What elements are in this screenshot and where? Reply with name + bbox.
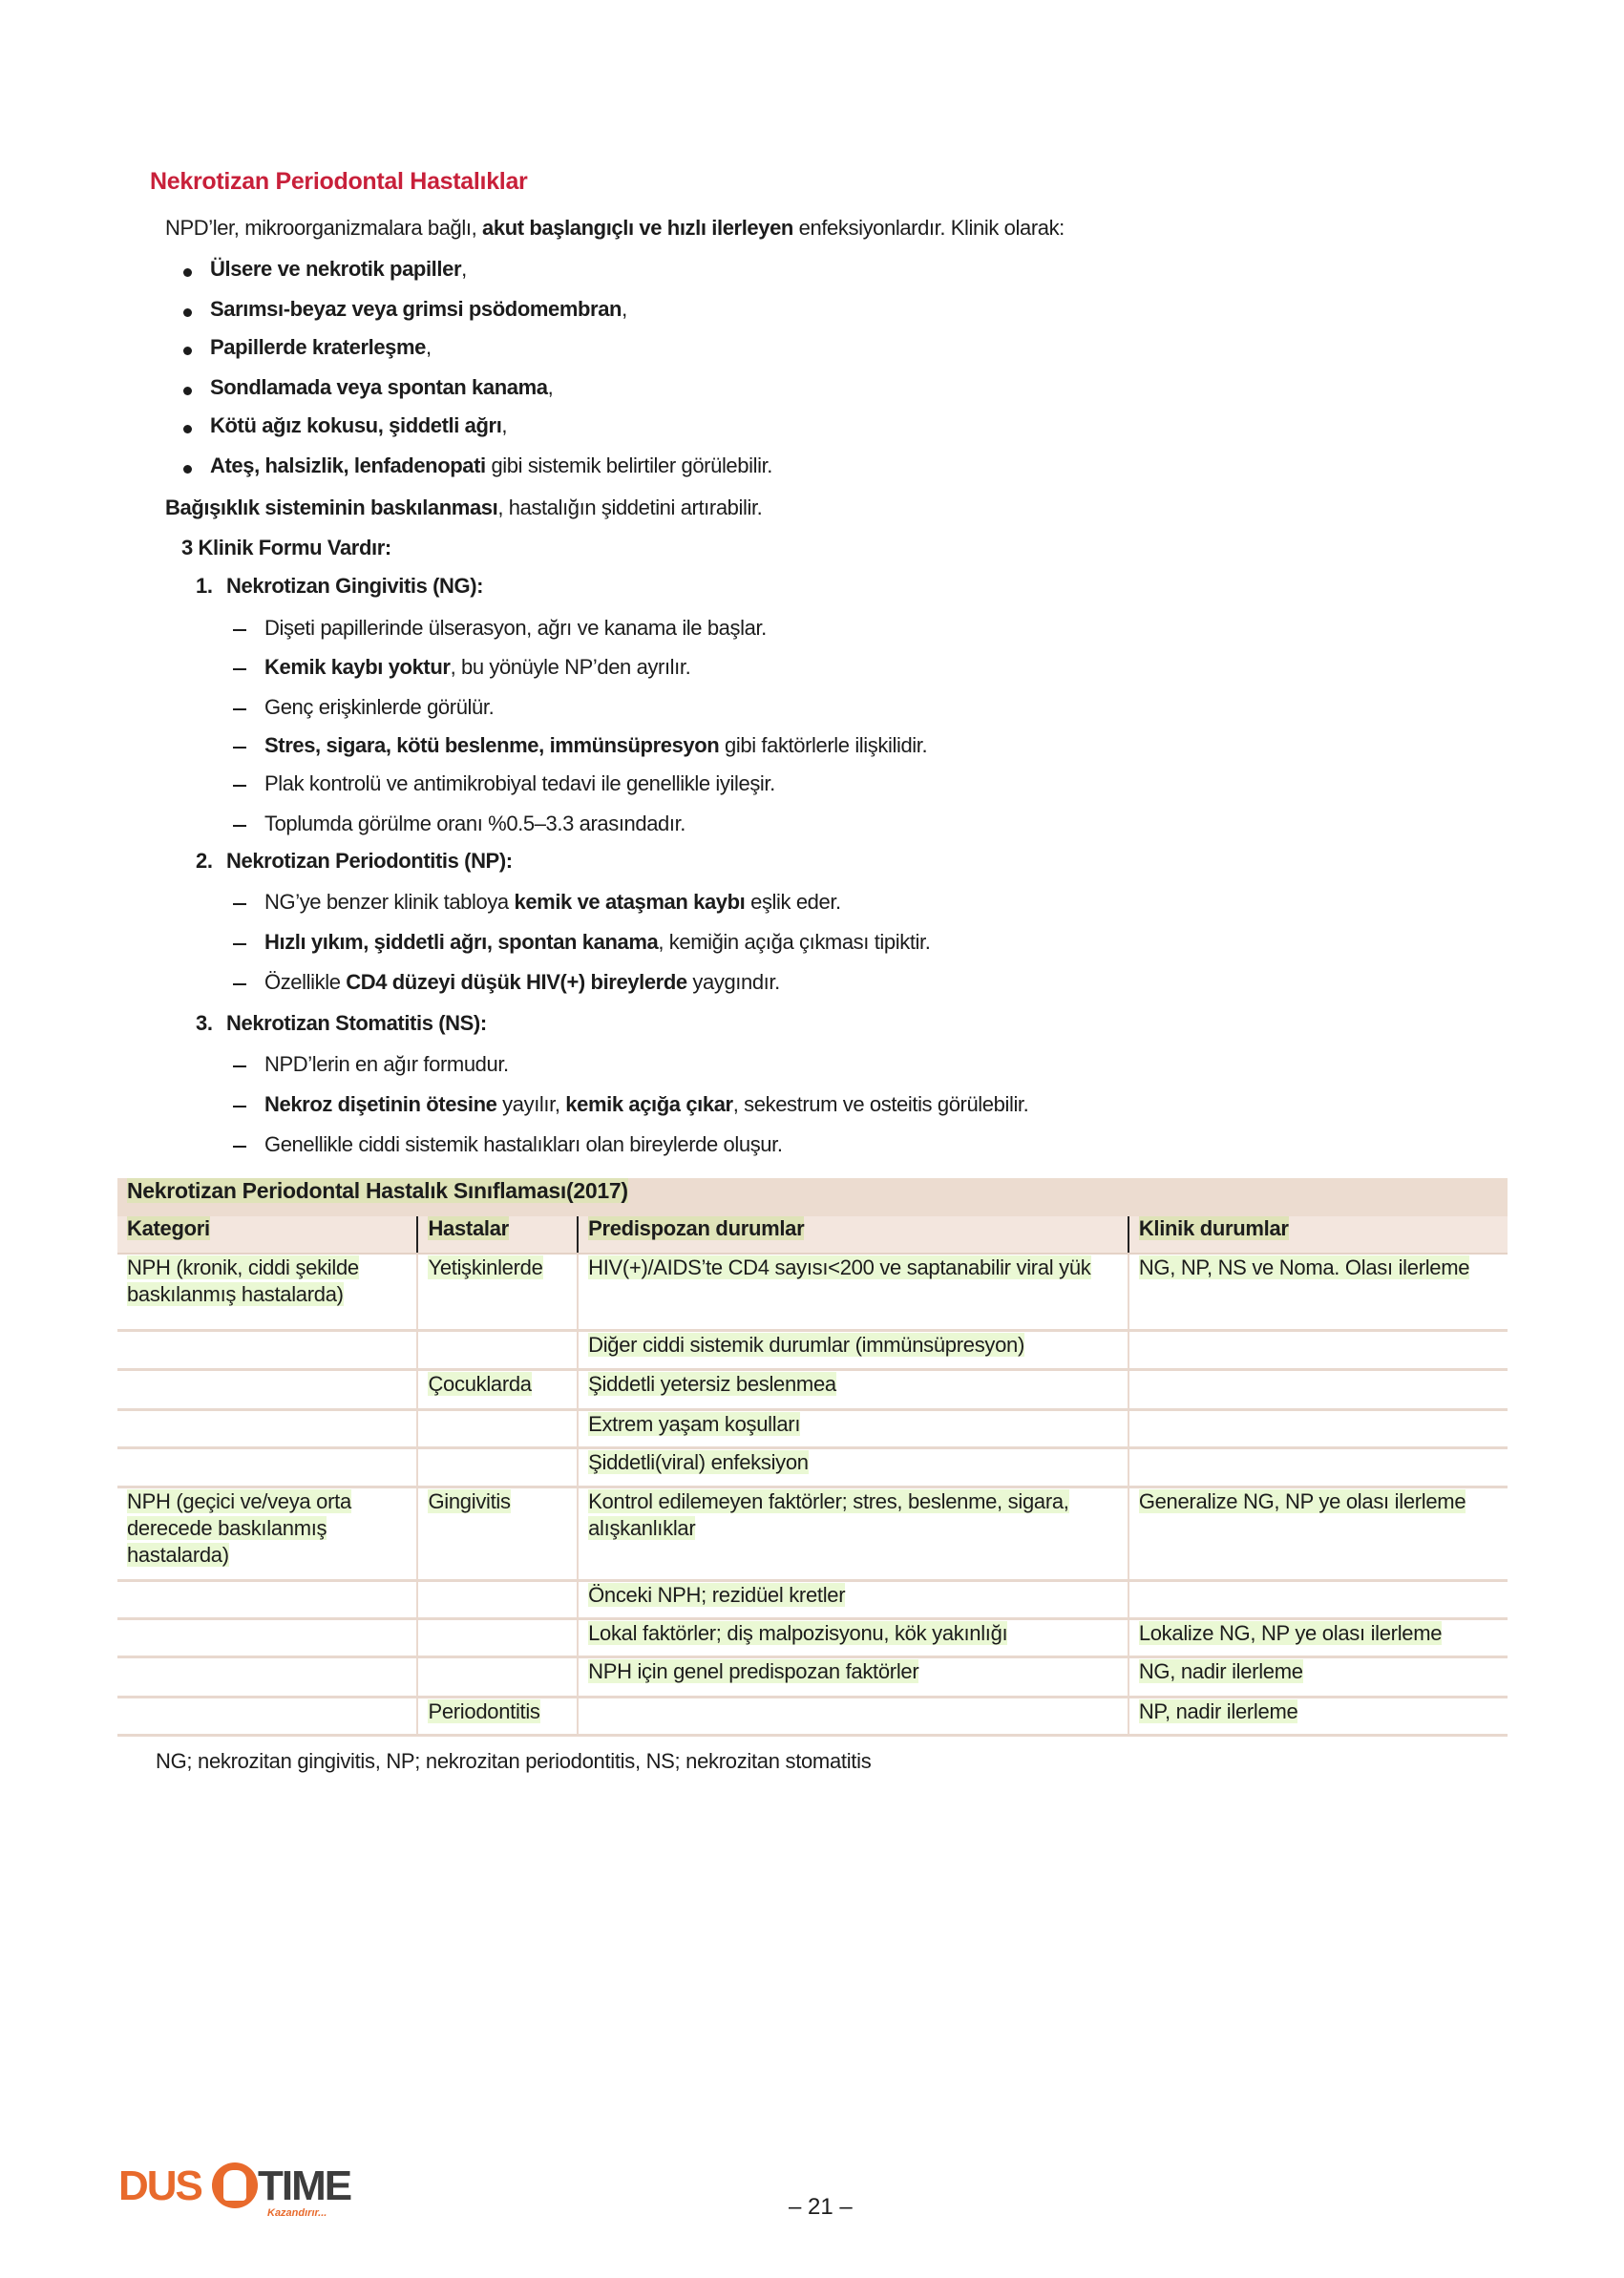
form-item (264, 1092, 1028, 1117)
immune-rest: , hastalığın şiddetini artırabilir. (497, 496, 763, 519)
table-cell (417, 1580, 578, 1618)
cell-text: NPH için genel predispozan faktörler (588, 1658, 919, 1683)
dash-icon (233, 825, 246, 827)
form-item (264, 1132, 783, 1157)
forms-heading: 3 Klinik Formu Vardır: (181, 536, 391, 559)
table-cell (578, 1409, 1128, 1447)
symptom-rest: , (461, 257, 467, 281)
table-cell (117, 1656, 417, 1697)
table-row (117, 1330, 1508, 1369)
form-item (264, 890, 841, 915)
symptom-item (210, 257, 467, 282)
table-cell (578, 1447, 1128, 1487)
cell-text: NPH (kronik, ciddi şekilde baskılanmış hastalarda) (127, 1255, 359, 1306)
table-cell (417, 1254, 578, 1330)
form-item (264, 1052, 509, 1077)
cell-text: Periodontitis (428, 1698, 540, 1723)
table-row (117, 1656, 1508, 1697)
table-body (117, 1254, 1508, 1735)
form-item-post: Genç erişkinlerde görülür. (264, 695, 495, 719)
symptom-rest: , (426, 335, 432, 359)
dash-icon (233, 785, 246, 787)
symptom-rest: , (501, 413, 508, 437)
symptom-item (210, 413, 507, 438)
form-item-bold: kemik ve ataşman kaybı (514, 890, 746, 914)
intro-post: enfeksiyonlardır. Klinik olarak: (792, 216, 1065, 240)
cell-text: HIV(+)/AIDS’te CD4 sayısı<200 ve saptanabilir viral yük (588, 1255, 1091, 1279)
table-cell (578, 1697, 1128, 1735)
table-row (117, 1487, 1508, 1580)
symptom-item (210, 375, 553, 400)
symptom-bold: Sondlamada veya spontan kanama (210, 375, 548, 399)
bullet-icon (183, 387, 192, 395)
cell-text: Kontrol edilemeyen faktörler; stres, beslenme, sigara, alışkanlıklar (588, 1488, 1069, 1540)
table-cell (578, 1656, 1128, 1697)
table-footnote: NG; nekrozitan gingivitis, NP; nekrozitan periodontitis, NS; nekrozitan stomatitis (156, 1749, 872, 1773)
cell-text: Şiddetli(viral) enfeksiyon (588, 1449, 809, 1474)
form-item (264, 655, 690, 680)
form-item-post: Genellikle ciddi sistemik hastalıkları olan bireylerde oluşur. (264, 1132, 783, 1156)
symptom-bold: Ülsere ve nekrotik papiller (210, 257, 462, 281)
table-cell (578, 1330, 1128, 1369)
form-title: Nekrotizan Periodontitis (NP): (226, 849, 513, 873)
table-cell (417, 1330, 578, 1369)
table-header-row (117, 1216, 1508, 1254)
symptom-item (210, 297, 627, 322)
form-item-bold: Hızlı yıkım, şiddetli ağrı, spontan kanama (264, 930, 659, 954)
table-row (117, 1369, 1508, 1409)
form-item-bold: Stres, sigara, kötü beslenme, immünsüpresyon (264, 733, 720, 757)
bullet-icon (183, 268, 192, 277)
symptom-bold: Papillerde kraterleşme (210, 335, 427, 359)
cell-text: NPH (geçici ve/veya orta derecede baskılanmış hastalarda) (127, 1488, 351, 1567)
section-title: Nekrotizan Periodontal Hastalıklar (150, 168, 528, 195)
table-cell (117, 1697, 417, 1735)
table-cell (1128, 1369, 1508, 1409)
symptom-item (210, 453, 772, 478)
form-number: 3. (196, 1011, 213, 1035)
form-item-post: Toplumda görülme oranı %0.5–3.3 arasındadır. (264, 812, 686, 835)
form-item (264, 771, 775, 796)
dash-icon (233, 708, 246, 710)
table-cell (578, 1580, 1128, 1618)
cell-text: Lokal faktörler; diş malpozisyonu, kök yakınlığı (588, 1620, 1008, 1645)
dash-icon (233, 903, 246, 905)
cell-text: NP, nadir ilerleme (1138, 1698, 1298, 1723)
table-title-row (117, 1178, 1508, 1216)
immune-paragraph (165, 496, 762, 520)
table-cell (578, 1487, 1128, 1580)
cell-text: Extrem yaşam koşulları (588, 1411, 801, 1436)
dash-icon (233, 629, 246, 631)
table-title: Nekrotizan Periodontal Hastalık Sınıflaması(2017) (127, 1178, 628, 1203)
table-cell (578, 1369, 1128, 1409)
immune-bold: Bağışıklık sisteminin baskılanması (165, 496, 498, 519)
form-number: 2. (196, 849, 213, 873)
form-item-pre: NG’ye benzer klinik tabloya (264, 890, 515, 914)
intro-bold: akut başlangıçlı ve hızlı ilerleyen (482, 216, 793, 240)
table-cell (417, 1487, 578, 1580)
form-item-bold: CD4 düzeyi düşük HIV(+) bireylerde (346, 970, 687, 994)
table-cell (1128, 1697, 1508, 1735)
form-item-bold: Kemik kaybı yoktur (264, 655, 451, 679)
table-cell (417, 1618, 578, 1656)
table-cell (117, 1580, 417, 1618)
form-item-post: NPD’lerin en ağır formudur. (264, 1052, 509, 1076)
form-item (264, 733, 927, 758)
clinical-form-heading (196, 849, 513, 874)
cell-text: Önceki NPH; rezidüel kretler (588, 1582, 846, 1607)
form-item-post: yayılır, (496, 1092, 566, 1116)
form-item (264, 616, 767, 641)
form-item-post: eşlik eder. (745, 890, 841, 914)
form-item-post: , kemiğin açığa çıkması tipiktir. (658, 930, 931, 954)
table-row (117, 1409, 1508, 1447)
table-cell (417, 1656, 578, 1697)
form-item-post: , bu yönüyle NP’den ayrılır. (450, 655, 691, 679)
form-item-post: Dişeti papillerinde ülserasyon, ağrı ve kanama ile başlar. (264, 616, 767, 640)
table-row (117, 1254, 1508, 1330)
table-cell (417, 1447, 578, 1487)
form-item (264, 695, 494, 720)
table-cell (117, 1409, 417, 1447)
logo-text-time: TIME (258, 2162, 351, 2209)
table-cell (417, 1409, 578, 1447)
header-hastalar: Hastalar (417, 1216, 578, 1254)
table-cell (117, 1618, 417, 1656)
cell-text: Diğer ciddi sistemik durumlar (immünsüpresyon) (588, 1332, 1025, 1357)
table-cell (117, 1487, 417, 1580)
cell-text: Gingivitis (428, 1488, 511, 1513)
table-title-cell (117, 1178, 1508, 1216)
table-cell (117, 1369, 417, 1409)
bullet-icon (183, 425, 192, 433)
table-row (117, 1618, 1508, 1656)
symptom-rest: gibi sistemik belirtiler görülebilir. (485, 453, 772, 477)
cell-text: Yetişkinlerde (428, 1255, 543, 1279)
table-cell (1128, 1487, 1508, 1580)
form-item (264, 970, 780, 995)
form-item-pre: Özellikle (264, 970, 347, 994)
cell-text: NG, nadir ilerleme (1138, 1658, 1303, 1683)
form-item-bold-extra: kemik açığa çıkar (565, 1092, 733, 1116)
header-kategori: Kategori (117, 1216, 417, 1254)
bullet-icon (183, 308, 192, 317)
form-item-post: Plak kontrolü ve antimikrobiyal tedavi ile genellikle iyileşir. (264, 771, 775, 795)
form-item-bold: Nekroz dişetinin ötesine (264, 1092, 497, 1116)
form-number: 1. (196, 574, 213, 598)
table-cell (1128, 1580, 1508, 1618)
intro-paragraph (165, 216, 1065, 241)
table-cell (1128, 1656, 1508, 1697)
table-cell (1128, 1409, 1508, 1447)
cell-text: Lokalize NG, NP ye olası ilerleme (1138, 1620, 1443, 1645)
table-row (117, 1447, 1508, 1487)
table-cell (1128, 1618, 1508, 1656)
dash-icon (233, 983, 246, 985)
table-cell (1128, 1330, 1508, 1369)
symptom-bold: Ateş, halsizlik, lenfadenopati (210, 453, 486, 477)
symptom-rest: , (547, 375, 554, 399)
table-cell (1128, 1447, 1508, 1487)
tooth-icon (223, 2170, 246, 2201)
table-cell (417, 1697, 578, 1735)
symptom-item (210, 335, 432, 360)
form-item (264, 812, 685, 836)
table-cell (578, 1618, 1128, 1656)
form-item-post: yaygındır. (686, 970, 780, 994)
intro-pre: NPD’ler, mikroorganizmalara bağlı, (165, 216, 483, 240)
dash-icon (233, 1146, 246, 1148)
dash-icon (233, 1106, 246, 1107)
dash-icon (233, 1065, 246, 1067)
symptom-bold: Kötü ağız kokusu, şiddetli ağrı (210, 413, 502, 437)
table-cell (417, 1369, 578, 1409)
symptom-bold: Sarımsı-beyaz veya grimsi psödomembran (210, 297, 622, 321)
table-row (117, 1697, 1508, 1735)
form-item (264, 930, 930, 955)
cell-text: Generalize NG, NP ye olası ilerleme (1138, 1488, 1466, 1513)
logo-text-dus: DUS (118, 2162, 201, 2209)
form-item-post: gibi faktörlerle ilişkilidir. (719, 733, 928, 757)
cell-text: Çocuklarda (428, 1371, 532, 1396)
bullet-icon (183, 347, 192, 355)
form-title: Nekrotizan Gingivitis (NG): (226, 574, 484, 598)
table-cell (578, 1254, 1128, 1330)
cell-text: Şiddetli yetersiz beslenmea (588, 1371, 836, 1396)
header-klinik: Klinik durumlar (1128, 1216, 1508, 1254)
cell-text: NG, NP, NS ve Noma. Olası ilerleme (1138, 1255, 1470, 1279)
header-predispozan: Predispozan durumlar (578, 1216, 1128, 1254)
bullet-icon (183, 465, 192, 474)
form-item-post-extra: , sekestrum ve osteitis görülebilir. (732, 1092, 1029, 1116)
classification-table (117, 1178, 1508, 1737)
dustime-logo (118, 2162, 351, 2229)
symptom-rest: , (622, 297, 627, 321)
clinical-form-heading (196, 574, 483, 599)
table-cell (1128, 1254, 1508, 1330)
dash-icon (233, 747, 246, 749)
dash-icon (233, 668, 246, 670)
dash-icon (233, 943, 246, 945)
table-cell (117, 1254, 417, 1330)
table-cell (117, 1447, 417, 1487)
logo-tagline: Kazandırır... (267, 2207, 327, 2219)
table-cell (117, 1330, 417, 1369)
table-row (117, 1580, 1508, 1618)
form-title: Nekrotizan Stomatitis (NS): (226, 1011, 487, 1035)
page-number: – 21 – (789, 2194, 853, 2220)
clinical-form-heading (196, 1011, 487, 1036)
